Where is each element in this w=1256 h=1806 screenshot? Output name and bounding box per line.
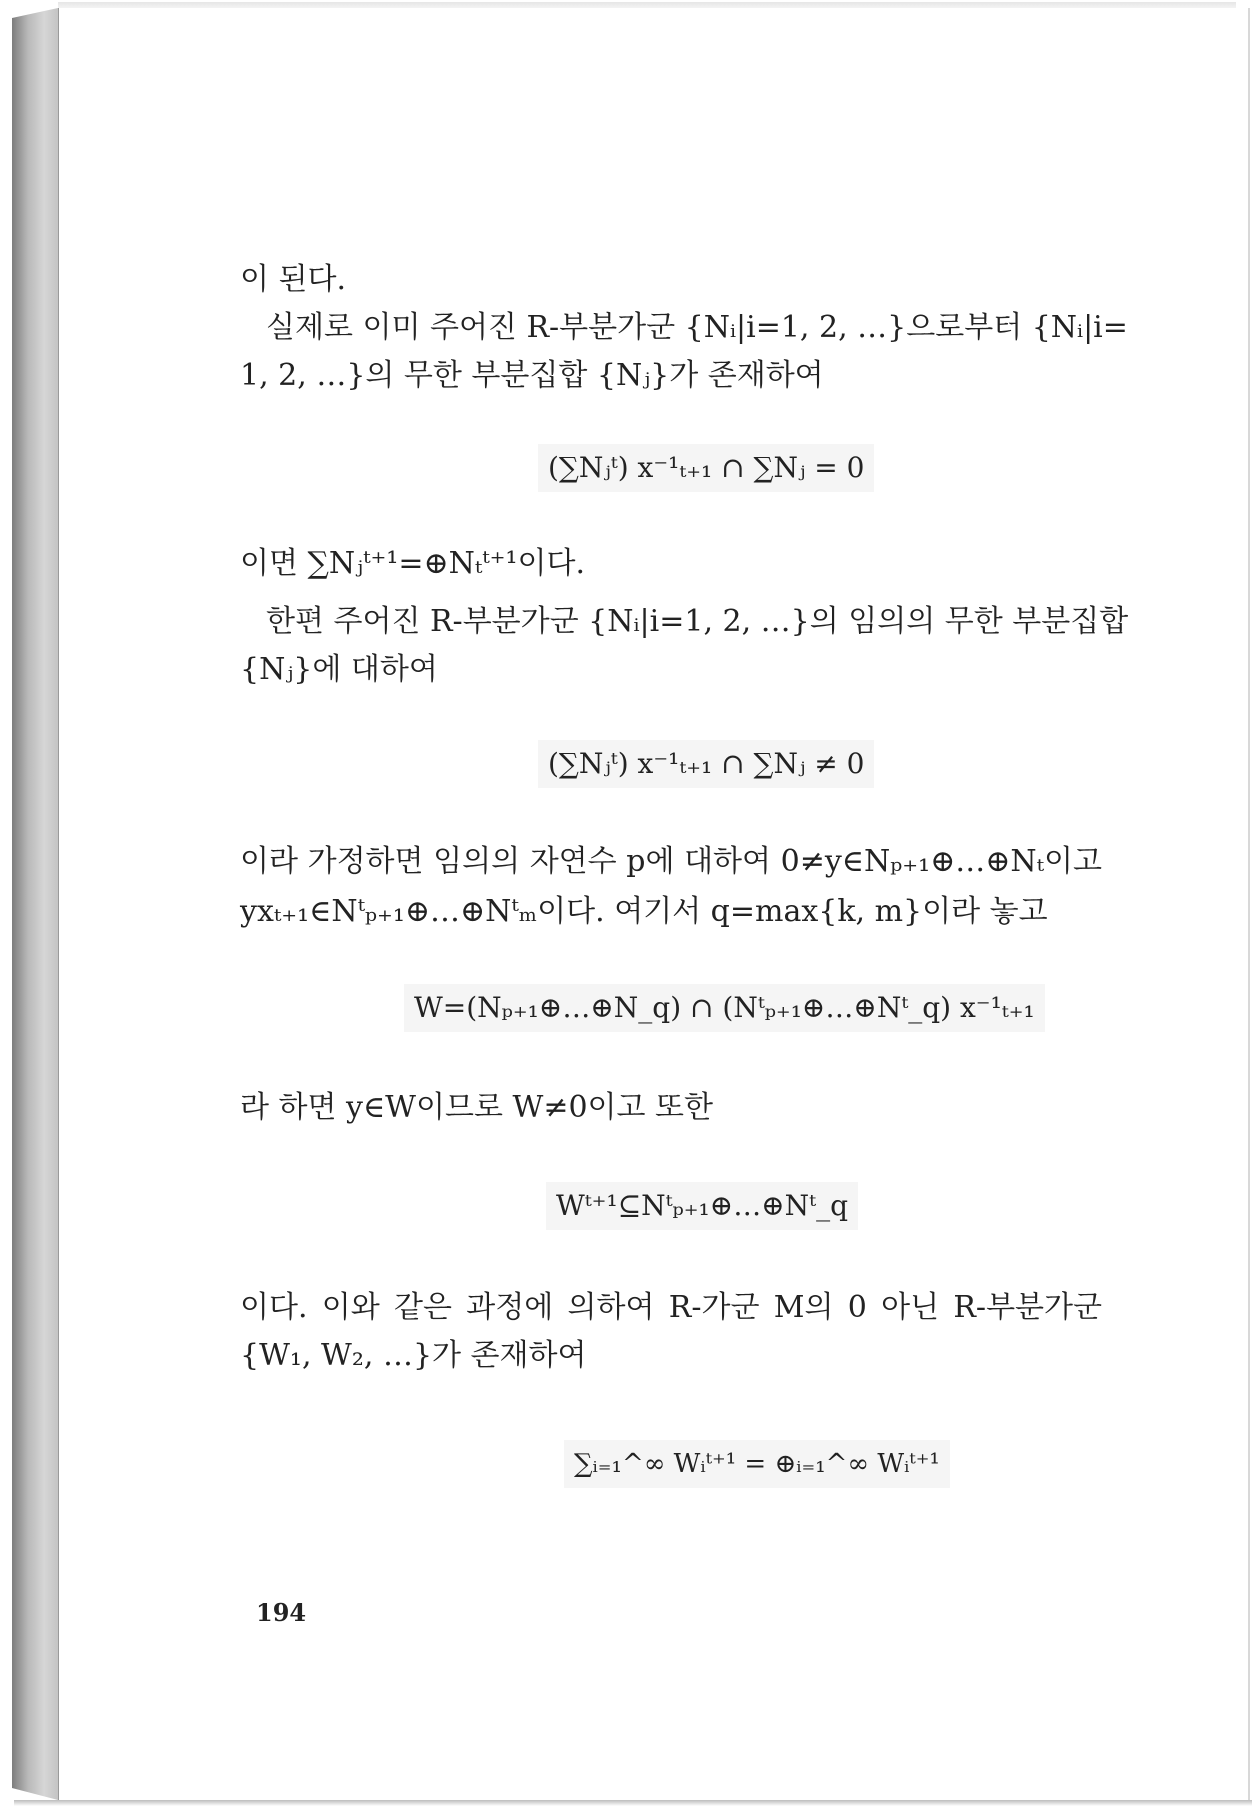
text-line-9: 라 하면 y∈W이므로 W≠0이고 또한 bbox=[240, 1090, 713, 1125]
text-line-7: 이라 가정하면 임의의 자연수 p에 대하여 0≠y∈Nₚ₊₁⊕…⊕Nₜ이고 bbox=[240, 844, 1102, 879]
text-line-11: {W₁, W₂, …}가 존재하여 bbox=[240, 1338, 587, 1373]
page-number: 194 bbox=[256, 1598, 307, 1627]
equation-5: ∑ᵢ₌₁^∞ Wᵢᵗ⁺¹ = ⊕ᵢ₌₁^∞ Wᵢᵗ⁺¹ bbox=[564, 1440, 950, 1488]
equation-1: (∑Nⱼᵗ) x⁻¹ₜ₊₁ ∩ ∑Nⱼ = 0 bbox=[538, 444, 874, 492]
text-line-4: 이면 ∑Nⱼᵗ⁺¹=⊕Nₜᵗ⁺¹이다. bbox=[240, 546, 586, 581]
text-line-10: 이다. 이와 같은 과정에 의하여 R-가군 M의 0 아닌 R-부분가군 bbox=[240, 1290, 1102, 1325]
equation-2: (∑Nⱼᵗ) x⁻¹ₜ₊₁ ∩ ∑Nⱼ ≠ 0 bbox=[538, 740, 874, 788]
text-line-2: 실제로 이미 주어진 R-부분가군 {Nᵢ|i=1, 2, …}으로부터 {Nᵢ|i= bbox=[266, 310, 1128, 345]
book-spine bbox=[12, 8, 58, 1800]
equation-3: W=(Nₚ₊₁⊕…⊕N_q) ∩ (Nᵗₚ₊₁⊕…⊕Nᵗ_q) x⁻¹ₜ₊₁ bbox=[404, 984, 1045, 1032]
text-line-1: 이 된다. bbox=[240, 262, 347, 297]
text-line-8: yxₜ₊₁∈Nᵗₚ₊₁⊕…⊕Nᵗₘ이다. 여기서 q=max{k, m}이라 놓고 bbox=[240, 894, 1048, 929]
page-bottom-shadow bbox=[14, 1800, 1252, 1806]
equation-4: Wᵗ⁺¹⊆Nᵗₚ₊₁⊕…⊕Nᵗ_q bbox=[546, 1182, 858, 1230]
text-line-5: 한편 주어진 R-부분가군 {Nᵢ|i=1, 2, …}의 임의의 무한 부분집합 bbox=[266, 604, 1129, 639]
text-line-3: 1, 2, …}의 무한 부분집합 {Nⱼ}가 존재하여 bbox=[240, 358, 824, 393]
text-line-6: {Nⱼ}에 대하여 bbox=[240, 652, 438, 687]
